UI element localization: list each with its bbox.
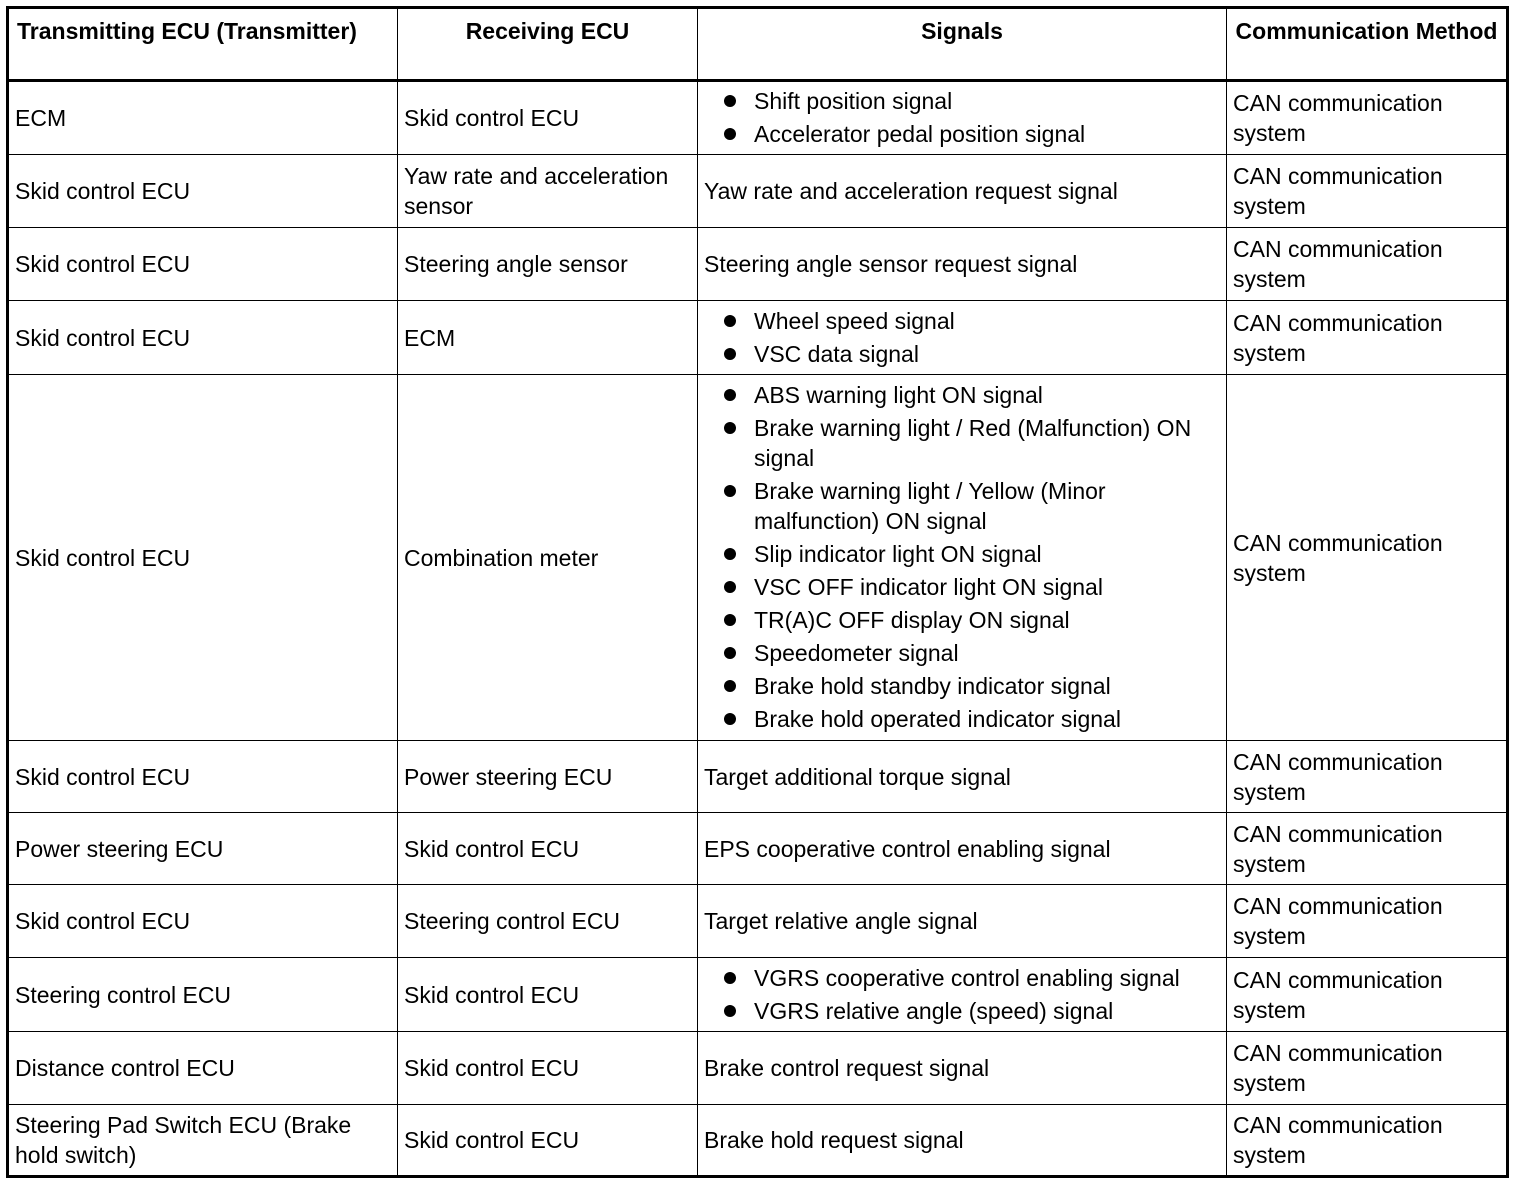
transmitter-cell: Steering Pad Switch ECU (Brake hold switch) (8, 1105, 398, 1177)
transmitter-cell: ECM (8, 81, 398, 155)
table-row (8, 1032, 1508, 1105)
method-cell: CAN communication system (1227, 1032, 1508, 1105)
ecu-communication-table (6, 6, 1509, 1178)
signals-cell: Yaw rate and acceleration request signal (698, 155, 1227, 228)
signal-item: Wheel speed signal (704, 306, 1220, 336)
receiver-cell: Skid control ECU (398, 1032, 698, 1105)
signal-item: ABS warning light ON signal (704, 380, 1220, 410)
signal-item: VGRS cooperative control enabling signal (704, 963, 1220, 993)
transmitter-cell: Skid control ECU (8, 741, 398, 813)
table-row (8, 228, 1508, 301)
transmitter-cell: Steering control ECU (8, 958, 398, 1032)
method-cell: CAN communication system (1227, 1105, 1508, 1177)
transmitter-cell: Skid control ECU (8, 885, 398, 958)
signals-cell: EPS cooperative control enabling signal (698, 813, 1227, 885)
receiver-cell: Skid control ECU (398, 81, 698, 155)
signals-cell (698, 81, 1227, 155)
receiver-cell: Yaw rate and acceleration sensor (398, 155, 698, 228)
method-cell: CAN communication system (1227, 155, 1508, 228)
receiver-cell: ECM (398, 301, 698, 375)
signals-cell: Brake control request signal (698, 1032, 1227, 1105)
transmitter-cell: Power steering ECU (8, 813, 398, 885)
header-signals: Signals (698, 8, 1227, 81)
signal-list (704, 86, 1220, 149)
receiver-cell: Skid control ECU (398, 813, 698, 885)
signal-item: Shift position signal (704, 86, 1220, 116)
table-row (8, 958, 1508, 1032)
signal-item: Speedometer signal (704, 638, 1220, 668)
table-row (8, 375, 1508, 741)
signals-cell: Target additional torque signal (698, 741, 1227, 813)
signals-cell (698, 958, 1227, 1032)
header-transmitter: Transmitting ECU (Transmitter) (8, 8, 398, 81)
signal-list (704, 963, 1220, 1026)
header-row (8, 8, 1508, 81)
signal-item: Slip indicator light ON signal (704, 539, 1220, 569)
receiver-cell: Power steering ECU (398, 741, 698, 813)
signal-item: VSC OFF indicator light ON signal (704, 572, 1220, 602)
signals-cell: Brake hold request signal (698, 1105, 1227, 1177)
signal-item: TR(A)C OFF display ON signal (704, 605, 1220, 635)
table-row (8, 301, 1508, 375)
method-cell: CAN communication system (1227, 228, 1508, 301)
method-cell: CAN communication system (1227, 301, 1508, 375)
method-cell: CAN communication system (1227, 885, 1508, 958)
table-row (8, 885, 1508, 958)
signal-item: Accelerator pedal position signal (704, 119, 1220, 149)
method-cell: CAN communication system (1227, 81, 1508, 155)
signal-list (704, 306, 1220, 369)
signals-cell (698, 375, 1227, 741)
method-cell: CAN communication system (1227, 958, 1508, 1032)
receiver-cell: Skid control ECU (398, 1105, 698, 1177)
method-cell: CAN communication system (1227, 741, 1508, 813)
table-row (8, 813, 1508, 885)
receiver-cell: Steering control ECU (398, 885, 698, 958)
receiver-cell: Combination meter (398, 375, 698, 741)
signal-list (704, 380, 1220, 734)
receiver-cell: Skid control ECU (398, 958, 698, 1032)
transmitter-cell: Skid control ECU (8, 228, 398, 301)
signal-item: VGRS relative angle (speed) signal (704, 996, 1220, 1026)
header-receiver: Receiving ECU (398, 8, 698, 81)
signals-cell: Target relative angle signal (698, 885, 1227, 958)
table-row (8, 741, 1508, 813)
signals-cell: Steering angle sensor request signal (698, 228, 1227, 301)
transmitter-cell: Skid control ECU (8, 375, 398, 741)
signal-item: Brake warning light / Yellow (Minor malfunction) ON signal (704, 476, 1220, 536)
method-cell: CAN communication system (1227, 813, 1508, 885)
signal-item: Brake warning light / Red (Malfunction) ON signal (704, 413, 1220, 473)
transmitter-cell: Distance control ECU (8, 1032, 398, 1105)
signal-item: Brake hold standby indicator signal (704, 671, 1220, 701)
signal-item: VSC data signal (704, 339, 1220, 369)
signals-cell (698, 301, 1227, 375)
document (6, 6, 1509, 1178)
signal-item: Brake hold operated indicator signal (704, 704, 1220, 734)
receiver-cell: Steering angle sensor (398, 228, 698, 301)
table-row (8, 81, 1508, 155)
header-method: Communication Method (1227, 8, 1508, 81)
table-row (8, 155, 1508, 228)
transmitter-cell: Skid control ECU (8, 155, 398, 228)
transmitter-cell: Skid control ECU (8, 301, 398, 375)
table-row (8, 1105, 1508, 1177)
method-cell: CAN communication system (1227, 375, 1508, 741)
